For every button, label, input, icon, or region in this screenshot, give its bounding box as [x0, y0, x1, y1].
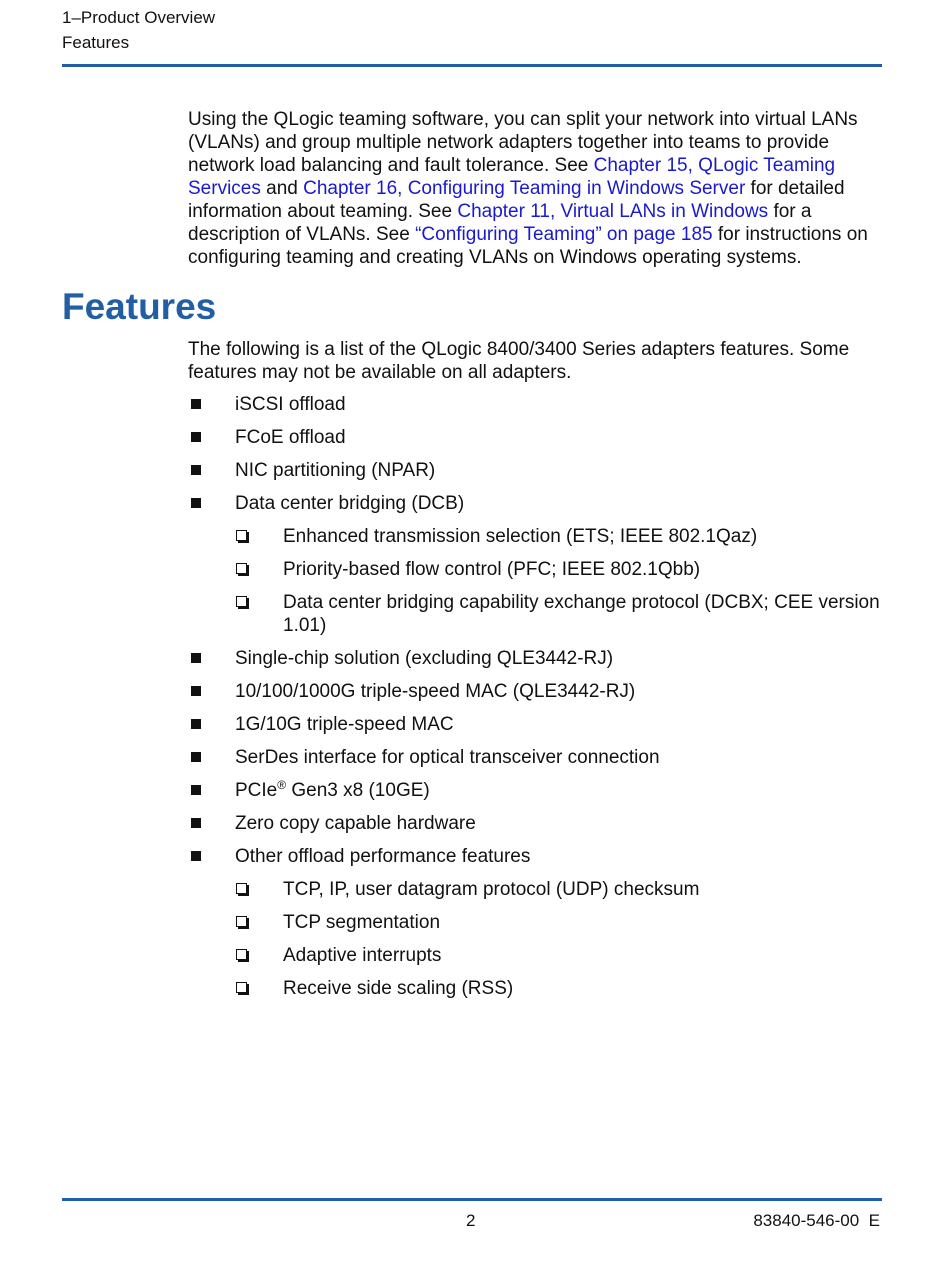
hollow-box-bullet-icon	[236, 916, 247, 927]
list-item	[188, 459, 888, 482]
sub-list-item	[235, 944, 888, 967]
features-heading: Features	[62, 286, 217, 327]
sub-list-item-label: Data center bridging capability exchange protocol (DCBX; CEE version 1.01)	[283, 592, 880, 636]
pcie-label: PCIe	[235, 780, 278, 801]
list-item-label: Data center bridging (DCB)	[235, 493, 465, 514]
link-configuring-teaming[interactable]: “Configuring Teaming” on page 185	[415, 224, 713, 245]
footer-rule	[62, 1198, 882, 1201]
hollow-box-bullet-icon	[236, 530, 247, 541]
intro-text: for instructions on configuring teaming and creating VLANs on Windows operating systems.	[188, 224, 868, 268]
list-item	[188, 492, 888, 637]
square-bullet-icon	[191, 818, 201, 828]
sub-list-item	[235, 591, 888, 637]
hollow-box-bullet-icon	[236, 949, 247, 960]
list-item	[188, 746, 888, 769]
list-item-label: Other offload performance features	[235, 846, 531, 867]
square-bullet-icon	[191, 432, 201, 442]
list-item	[188, 713, 888, 736]
square-bullet-icon	[191, 653, 201, 663]
header-rule	[62, 64, 882, 67]
list-item	[188, 647, 888, 670]
list-item-label: NIC partitioning (NPAR)	[235, 460, 436, 481]
running-header	[62, 5, 215, 55]
hollow-box-bullet-icon	[236, 596, 247, 607]
list-item-label: FCoE offload	[235, 427, 346, 448]
intro-text: and	[260, 178, 304, 199]
intro-text: for detailed information about teaming. See	[188, 178, 845, 222]
list-item	[188, 426, 888, 449]
list-item-label: Single-chip solution (excluding QLE3442-RJ)	[235, 648, 614, 669]
sub-list-item	[235, 878, 888, 901]
list-item-label: 1G/10G triple-speed MAC	[235, 714, 454, 735]
sub-list-item	[235, 977, 888, 1000]
features-intro: The following is a list of the QLogic 8400/3400 Series adapters features. Some features may not be available on all adapters.	[188, 339, 850, 383]
list-item-label	[235, 780, 430, 801]
sub-list-item	[235, 558, 888, 581]
link-chapter-11[interactable]: Chapter 11, Virtual LANs in Windows	[457, 201, 769, 222]
sub-list-item-label: TCP, IP, user datagram protocol (UDP) checksum	[283, 879, 700, 900]
sub-list-item-label: Receive side scaling (RSS)	[283, 978, 514, 999]
hollow-box-bullet-icon	[236, 563, 247, 574]
list-item-label: iSCSI offload	[235, 394, 346, 415]
intro-text: Using the QLogic teaming software, you can split your network into virtual LANs (VLANs) and group multiple network adapters together into teams to provide network load balancing and fault tolerance. See	[188, 109, 858, 176]
list-item-label: 10/100/1000G triple-speed MAC (QLE3442-RJ)	[235, 681, 636, 702]
sub-list-item	[235, 911, 888, 934]
sub-list-item-label: Enhanced transmission selection (ETS; IEEE 802.1Qaz)	[283, 526, 758, 547]
square-bullet-icon	[191, 498, 201, 508]
hollow-box-bullet-icon	[236, 883, 247, 894]
link-chapter-15[interactable]: Chapter 15, QLogic Teaming Services	[188, 155, 836, 199]
feature-list	[188, 393, 888, 1010]
hollow-box-bullet-icon	[236, 982, 247, 993]
square-bullet-icon	[191, 752, 201, 762]
intro-paragraph	[188, 108, 888, 269]
list-item	[188, 680, 888, 703]
section-title: Features	[62, 33, 130, 52]
chapter-title: 1–Product Overview	[62, 8, 216, 27]
sub-list-item-label: Priority-based flow control (PFC; IEEE 802.1Qbb)	[283, 559, 701, 580]
square-bullet-icon	[191, 465, 201, 475]
link-chapter-16[interactable]: Chapter 16, Configuring Teaming in Windows Server	[303, 178, 746, 199]
sub-list-item-label: Adaptive interrupts	[283, 945, 442, 966]
intro-text: for a description of VLANs. See	[188, 201, 812, 245]
offload-sub-list	[235, 878, 888, 1000]
dcb-sub-list	[235, 525, 888, 637]
document-number: 83840-546-00 E	[753, 1211, 880, 1230]
list-item-label: SerDes interface for optical transceiver connection	[235, 747, 660, 768]
sub-list-item-label: TCP segmentation	[283, 912, 441, 933]
pcie-spec: Gen3 x8 (10GE)	[286, 780, 430, 801]
list-item-label: Zero copy capable hardware	[235, 813, 476, 834]
square-bullet-icon	[191, 785, 201, 795]
list-item	[188, 393, 888, 416]
square-bullet-icon	[191, 686, 201, 696]
list-item	[188, 845, 888, 1000]
square-bullet-icon	[191, 719, 201, 729]
square-bullet-icon	[191, 851, 201, 861]
list-item	[188, 779, 888, 802]
registered-mark: ®	[277, 778, 287, 792]
page-number: 2	[466, 1211, 476, 1230]
square-bullet-icon	[191, 399, 201, 409]
list-item	[188, 812, 888, 835]
sub-list-item	[235, 525, 888, 548]
